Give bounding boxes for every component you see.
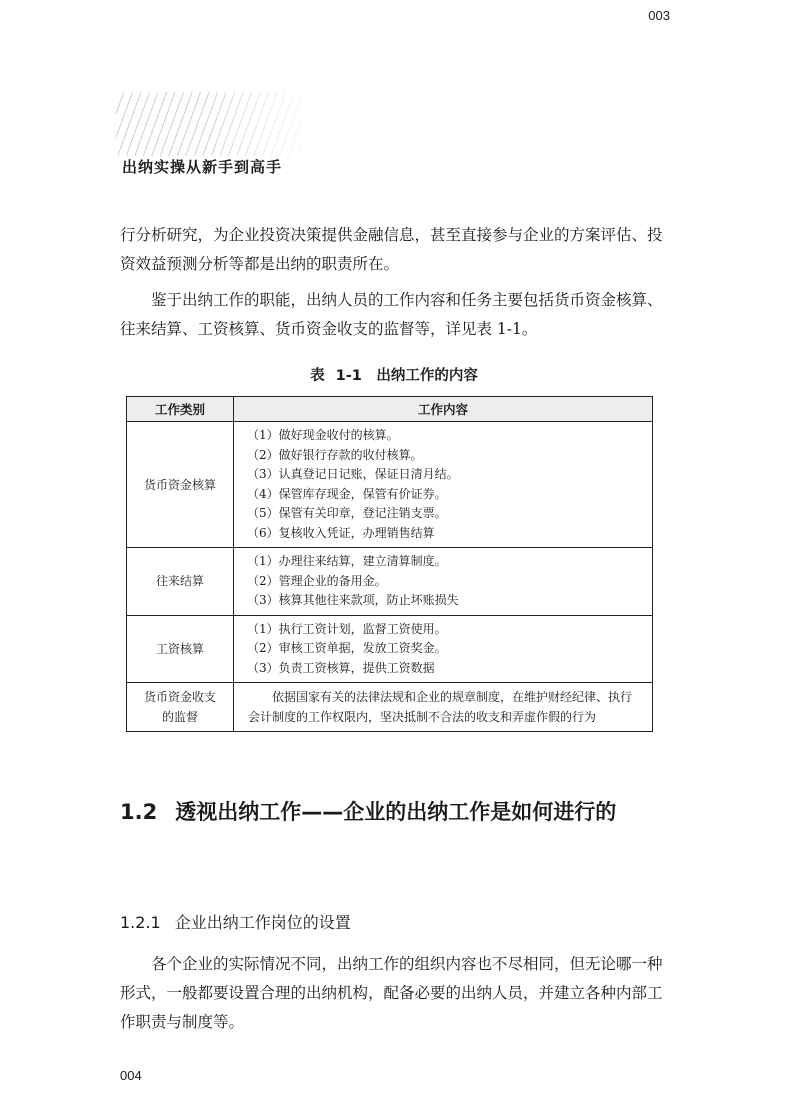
content-item: （1）办理往来结算，建立清算制度。 [247, 554, 447, 568]
content-item: （3）认真登记日记账，保证日清月结。 [247, 467, 459, 481]
content-item: （1）做好现金收付的核算。 [247, 428, 399, 442]
section-heading [120, 796, 616, 826]
content-cell [234, 548, 653, 616]
header-content: 工作内容 [234, 397, 653, 422]
table-row [127, 683, 653, 732]
table-row [127, 548, 653, 616]
table-header-row [127, 397, 653, 422]
content-item: （2）管理企业的备用金。 [247, 573, 387, 588]
table-row [127, 422, 653, 548]
content-item: （1）执行工资计划，监督工资使用。 [247, 621, 447, 636]
header-category: 工作类别 [127, 397, 234, 422]
category-cell: 货币资金核算 [127, 422, 234, 548]
section-number: 1.2 [120, 800, 158, 824]
subsection-number: 1.2.1 [120, 913, 161, 932]
category-cell [127, 683, 234, 732]
page-number-top: 003 [648, 8, 670, 23]
table-caption: 表 1-1 出纳工作的内容 [310, 368, 478, 384]
category-line: 货币资金收支 [143, 690, 216, 704]
category-cell: 工资核算 [127, 615, 234, 683]
category-cell: 往来结算 [127, 548, 234, 616]
content-item: （3）负责工资核算，提供工资数据 [247, 660, 435, 675]
body-paragraph-2: 鉴于出纳工作的职能，出纳人员的工作内容和任务主要包括货币资金核算、往来结算、工资核算、货币资金收支的监督等，详见表 1-1。 [120, 291, 663, 338]
body-paragraph-3: 各个企业的实际情况不同，出纳工作的组织内容也不尽相同，但无论哪一种形式，一般都要设置合理的出纳机构，配备必要的出纳人员，并建立各种内部工作职责与制度等。 [120, 955, 663, 1031]
body-paragraph-1: 行分析研究，为企业投资决策提供金融信息，甚至直接参与企业的方案评估、投资效益预测分析等都是出纳的职责所在。 [120, 226, 663, 273]
content-item: （5）保管有关印章，登记注销支票。 [247, 506, 447, 520]
content-cell [234, 422, 653, 548]
section-title: 透视出纳工作——企业的出纳工作是如何进行的 [175, 800, 617, 824]
cashier-work-table [126, 396, 653, 732]
running-header: 出纳实操从新手到高手 [122, 158, 283, 176]
category-line: 的监督 [161, 710, 198, 724]
subsection-heading [120, 910, 351, 933]
subsection-title: 企业出纳工作岗位的设置 [174, 913, 351, 932]
table-row [127, 615, 653, 683]
content-cell [234, 615, 653, 683]
header-stripe-decoration [116, 92, 316, 156]
content-item: （2）审核工资单据，发放工资奖金。 [247, 641, 447, 655]
content-item: （2）做好银行存款的收付核算。 [247, 447, 423, 462]
page-number-bottom: 004 [120, 1068, 142, 1083]
content-item: （4）保管库存现金，保管有价证券。 [247, 486, 447, 501]
content-item: （6）复核收入凭证，办理销售结算 [247, 525, 435, 540]
content-cell: 依据国家有关的法律法规和企业的规章制度，在维护财经纪律、执行会计制度的工作权限内，坚决抵制不合法的收支和弄虚作假的行为 [234, 683, 653, 732]
content-item: （3）核算其他往来款项，防止坏账损失 [247, 593, 459, 607]
